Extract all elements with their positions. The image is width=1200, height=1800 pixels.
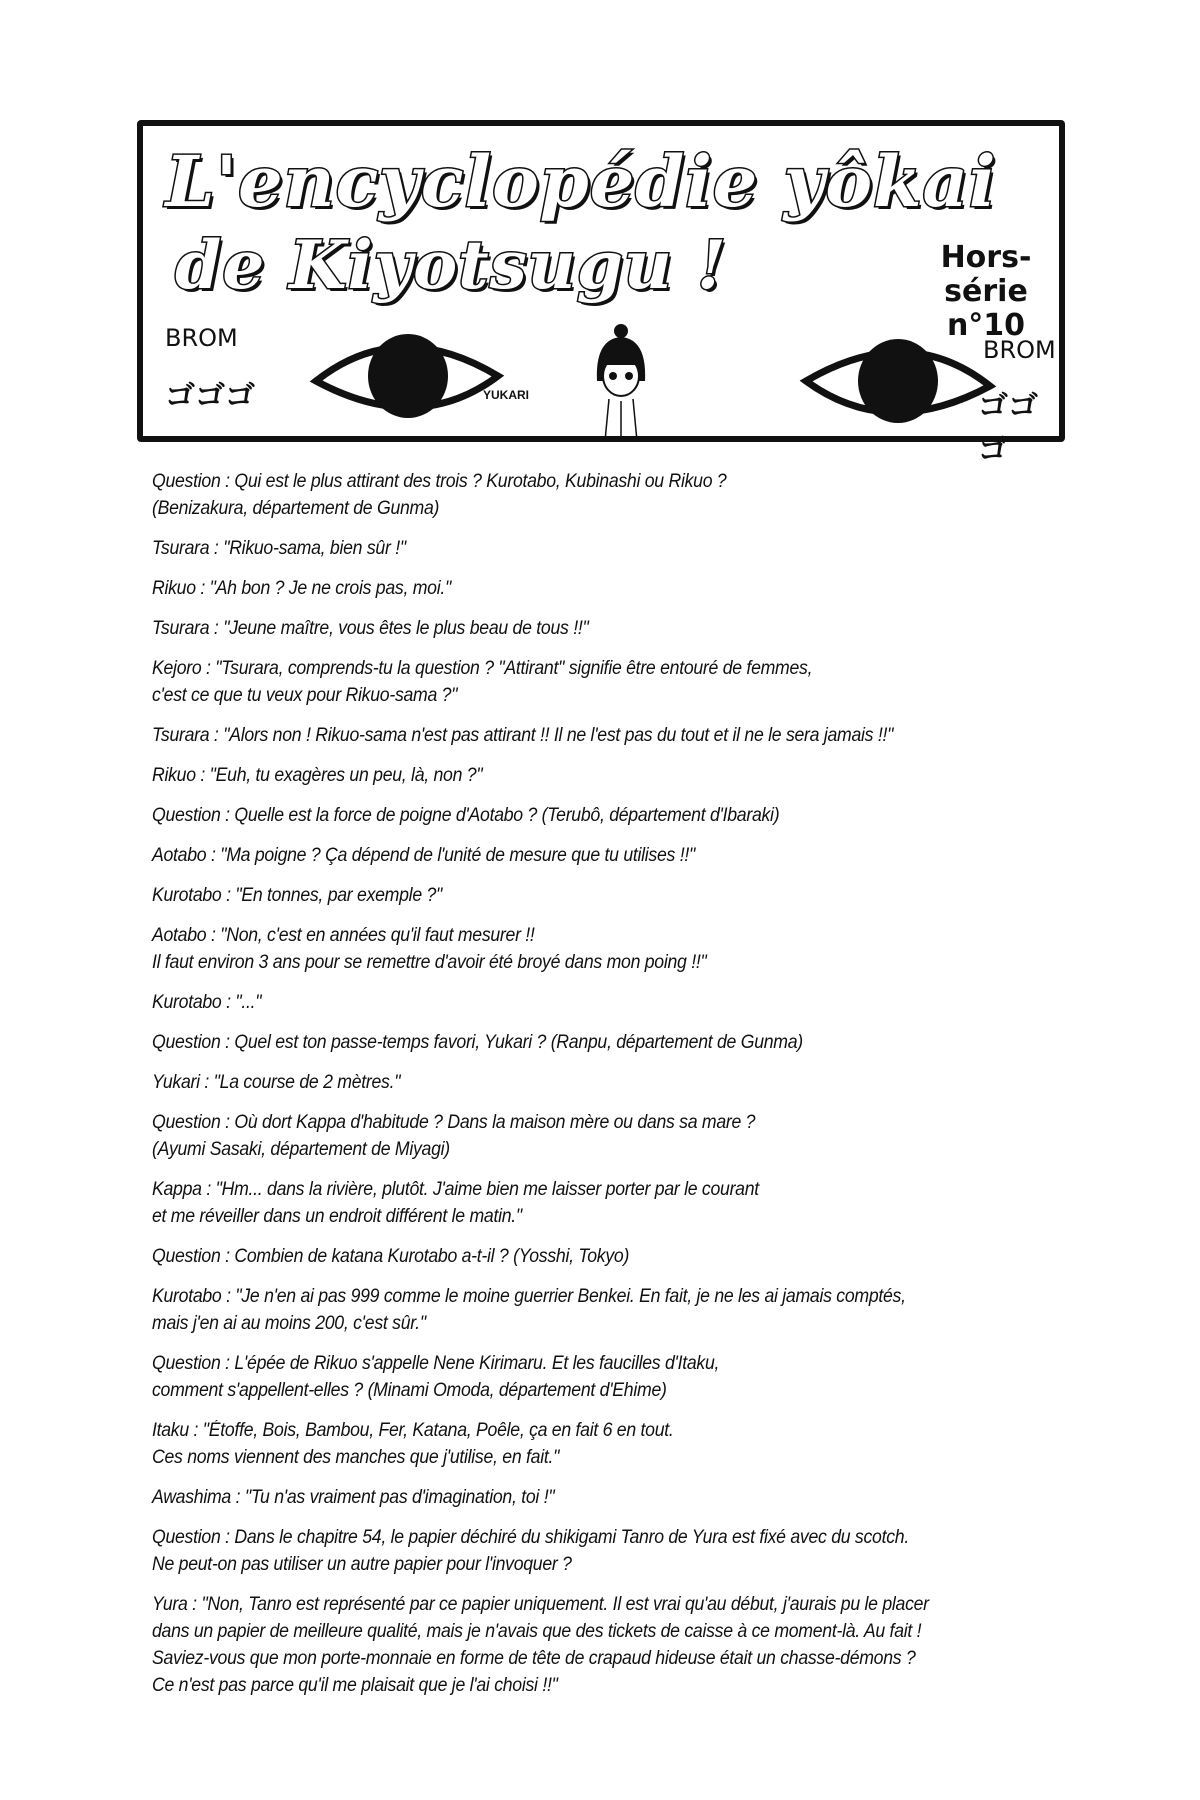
qa-section [152, 468, 1152, 1712]
issue-number: n°10 [946, 308, 1026, 343]
character-answer [152, 922, 1152, 976]
text-line: Question : Qui est le plus attirant des trois ? Kurotabo, Kubinashi ou Rikuo ? [152, 471, 727, 492]
reader-question [152, 1524, 1152, 1578]
text-line: Tsurara : "Rikuo-sama, bien sûr !" [152, 538, 406, 559]
sfx-right: BROM [983, 336, 1056, 364]
text-line: Saviez-vous que mon porte-monnaie en forme de tête de crapaud hideuse était un chasse-démons ? [152, 1648, 916, 1669]
reader-question [152, 1243, 1152, 1270]
character-answer [152, 1283, 1152, 1337]
right-eye-icon [798, 331, 998, 431]
character-answer [152, 575, 1152, 602]
text-line: Itaku : "Étoffe, Bois, Bambou, Fer, Katana, Poêle, ça en fait 6 en tout. [152, 1420, 674, 1441]
text-line: Kappa : "Hm... dans la rivière, plutôt. J'aime bien me laisser porter par le courant [152, 1179, 759, 1200]
text-line: Question : Où dort Kappa d'habitude ? Dans la maison mère ou dans sa mare ? [152, 1112, 756, 1133]
character-answer [152, 655, 1152, 709]
reader-question [152, 1350, 1152, 1404]
title-line-1: L'encyclopédie yôkai [165, 140, 997, 223]
text-line: Kurotabo : "Je n'en ai pas 999 comme le moine guerrier Benkei. En fait, je ne les ai jamais comptés, [152, 1286, 906, 1307]
issue-series: Hors-série [940, 240, 1032, 309]
character-answer [152, 615, 1152, 642]
text-line: Aotabo : "Ma poigne ? Ça dépend de l'unité de mesure que tu utilises !!" [152, 845, 695, 866]
character-answer [152, 882, 1152, 909]
text-line: comment s'appellent-elles ? (Minami Omoda, département d'Ehime) [152, 1380, 667, 1401]
reader-question [152, 1109, 1152, 1163]
text-line: Awashima : "Tu n'as vraiment pas d'imagination, toi !" [152, 1487, 555, 1508]
character-answer [152, 1417, 1152, 1471]
text-line: Tsurara : "Jeune maître, vous êtes le plus beau de tous !!" [152, 618, 589, 639]
text-line: mais j'en ai au moins 200, c'est sûr." [152, 1313, 426, 1334]
sfx-left: BROM [165, 324, 238, 352]
reader-question [152, 1029, 1152, 1056]
text-line: Tsurara : "Alors non ! Rikuo-sama n'est pas attirant !! Il ne l'est pas du tout et il ne le sera jamais !!" [152, 725, 894, 746]
character-answer [152, 1176, 1152, 1230]
text-line: Question : Dans le chapitre 54, le papier déchiré du shikigami Tanro de Yura est fixé avec du scotch. [152, 1527, 909, 1548]
issue-label [913, 241, 1059, 343]
character-answer [152, 842, 1152, 869]
text-line: Rikuo : "Ah bon ? Je ne crois pas, moi." [152, 578, 451, 599]
text-line: Question : L'épée de Rikuo s'appelle Nene Kirimaru. Et les faucilles d'Itaku, [152, 1353, 720, 1374]
text-line: Yukari : "La course de 2 mètres." [152, 1072, 401, 1093]
text-line: Yura : "Non, Tanro est représenté par ce papier uniquement. Il est vrai qu'au début, j'aurais pu le placer [152, 1594, 929, 1615]
character-answer [152, 535, 1152, 562]
text-line: Il faut environ 3 ans pour se remettre d'avoir été broyé dans mon poing !!" [152, 952, 707, 973]
text-line: dans un papier de meilleure qualité, mais je n'avais que des tickets de caisse à ce moment-là. Au fait ! [152, 1621, 922, 1642]
text-line: (Benizakura, département de Gunma) [152, 498, 440, 519]
text-line: Kejoro : "Tsurara, comprends-tu la question ? "Attirant" signifie être entouré de femmes, [152, 658, 813, 679]
character-answer [152, 722, 1152, 749]
text-line: Ce n'est pas parce qu'il me plaisait que je l'ai choisi !!" [152, 1675, 558, 1696]
text-line: (Ayumi Sasaki, département de Miyagi) [152, 1139, 450, 1160]
character-answer [152, 989, 1152, 1016]
reader-question [152, 468, 1152, 522]
text-line: Aotabo : "Non, c'est en années qu'il faut mesurer !! [152, 925, 535, 946]
reader-question [152, 802, 1152, 829]
character-answer [152, 1591, 1152, 1699]
character-answer [152, 1484, 1152, 1511]
text-line: c'est ce que tu veux pour Rikuo-sama ?" [152, 685, 458, 706]
left-eye-icon [308, 326, 508, 426]
text-line: Question : Quelle est la force de poigne d'Aotabo ? (Terubô, département d'Ibaraki) [152, 805, 780, 826]
text-line: Rikuo : "Euh, tu exagères un peu, là, non ?" [152, 765, 483, 786]
text-line: et me réveiller dans un endroit différent le matin." [152, 1206, 522, 1227]
text-line: Kurotabo : "..." [152, 992, 262, 1013]
character-label: YUKARI [483, 388, 530, 402]
text-line: Kurotabo : "En tonnes, par exemple ?" [152, 885, 443, 906]
yukari-character-icon [591, 321, 651, 441]
character-answer [152, 762, 1152, 789]
text-line: Ne peut-on pas utiliser un autre papier pour l'invoquer ? [152, 1554, 572, 1575]
character-answer [152, 1069, 1152, 1096]
title-banner [137, 120, 1065, 467]
title-line-2: de Kiyotsugu ! [175, 226, 727, 304]
text-line: Question : Quel est ton passe-temps favori, Yukari ? (Ranpu, département de Gunma) [152, 1032, 803, 1053]
text-line: Question : Combien de katana Kurotabo a-t-il ? (Yosshi, Tokyo) [152, 1246, 630, 1267]
sfx-jp-right: ゴゴゴ [978, 390, 1038, 467]
sfx-jp-left: ゴゴゴ [165, 380, 255, 413]
text-line: Ces noms viennent des manches que j'utilise, en fait." [152, 1447, 560, 1468]
